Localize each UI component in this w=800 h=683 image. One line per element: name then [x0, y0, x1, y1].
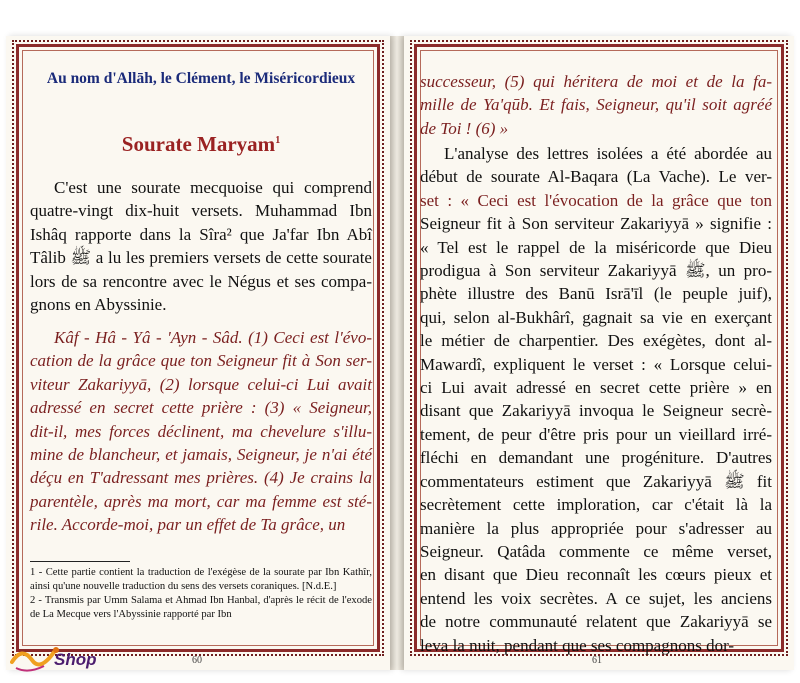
- text-line: ci Lui avait adressé en secret cette prière » en: [420, 378, 772, 398]
- text-line: disant que Zakariyyā invoqua le Seigneur secrè-: [420, 401, 772, 421]
- text-line: set : « Ceci est l'évocation de la grâce que ton: [420, 190, 772, 210]
- verse-line: mine de blancheur, et jamais, Seigneur, je n'ai été: [30, 445, 372, 465]
- text-line: qui, selon al-Bukhârî, gagnait sa vie en exerçant: [420, 307, 772, 327]
- verse-line: dit-il, mes forces déclinent, ma chevelure s'illu-: [30, 421, 372, 441]
- text-line: phète illustre des Banū Isrā'īl (le peuple juif),: [420, 284, 772, 304]
- text-line: en disant que Dieu reconnaît les cœurs pieux et: [420, 565, 772, 585]
- page-number-left: 60: [192, 655, 202, 666]
- verse-line: viteur Zakariyyā, (2) lorsque celui-ci Lui avait: [30, 374, 372, 394]
- text-line: L'analyse des lettres isolées a été abordée au: [444, 144, 772, 163]
- text-line: leva la nuit, pendant que ses compagnons dor-: [420, 635, 735, 655]
- text-line: secrètement cette imploration, car c'était là la: [420, 495, 772, 515]
- right-page: [404, 36, 794, 670]
- verse-line: déçu en T'adressant mes prières. (4) Je crains la: [30, 468, 372, 488]
- verse-line: parentèle, après ma mort, car ma femme est sté-: [30, 491, 372, 511]
- verse-line: rile. Accorde-moi, par un effet de Ta grâce, un: [30, 515, 346, 535]
- text-line: C'est une sourate mecquoise qui comprend: [54, 178, 372, 197]
- text-line: début de sourate Al-Baqara (La Vache). Le ver-: [420, 167, 772, 187]
- verse-line: mille de Ya'qūb. Et fais, Seigneur, qu'il soit agréé: [420, 95, 772, 115]
- footnote-2: 2 - Transmis par Umm Salama et Ahmad Ibn Hanbal, d'après le récit de l'exode de La Mecque vers l'Abyssinie rapporté par Ibn: [30, 595, 372, 620]
- text-line: Seigneur fit à Son serviteur Zakariyyā » signifie :: [420, 214, 772, 234]
- verse-line: successeur, (5) qui héritera de moi et de la fa-: [420, 72, 772, 91]
- intro-paragraph: [30, 176, 372, 316]
- text-line: Seigneur. Qatâda commente ce même verset,: [420, 541, 772, 561]
- logo-text: Shop: [54, 650, 97, 669]
- left-page: [6, 36, 390, 670]
- verse-continuation: [420, 70, 772, 140]
- title-footnote-mark: 1: [275, 135, 281, 146]
- text-line: quatre-vingt dix-huit versets. Muhammad Ibn: [30, 201, 372, 221]
- text-line: commentateurs estiment que Zakariyyā ﷺ fit: [420, 471, 773, 491]
- commentary-paragraph: [420, 142, 772, 657]
- sourate-title: [26, 132, 376, 157]
- shop-logo[interactable]: [10, 642, 128, 678]
- verse-line: de Toi ! (6) »: [420, 118, 509, 138]
- text-line: Ishâq rapporte dans la Sîra² que Ja'far Ibn Abî: [30, 224, 372, 244]
- text-line: manière la plus appropriée pour s'adresser au: [420, 518, 772, 538]
- verse-line: adressé en secret cette prière : (3) « Seigneur,: [30, 398, 372, 418]
- bismillah-heading: Au nom d'Allāh, le Clément, le Miséricordieux: [46, 70, 356, 87]
- verse-paragraph: [30, 326, 372, 537]
- footnote-divider: [30, 561, 130, 562]
- text-line: Mawardî, expliquent le verset : « Lorsque celui-: [420, 354, 772, 374]
- title-text: Sourate Maryam: [121, 132, 276, 156]
- text-line: entend les voix secrètes. A ce sujet, les anciens: [420, 588, 772, 608]
- logo-mark-icon: [10, 642, 60, 676]
- text-line: « Tel est le rappel de la miséricorde que Dieu: [420, 237, 772, 257]
- text-line: fléchi en demandant une progéniture. D'autres: [420, 448, 772, 468]
- verse-line: Kâf - Hâ - Yâ - 'Ayn - Sâd. (1) Ceci est l'évo-: [54, 328, 372, 347]
- text-line: lors de sa rencontre avec le Négus et ses compa-: [30, 271, 372, 291]
- footnote-1: 1 - Cette partie contient la traduction de l'exégèse de la sourate par Ibn Kathîr, ainsi qu'une nouvelle traduction du sens des versets coraniques. [N.d.E.]: [30, 567, 372, 592]
- book-gutter: [390, 36, 404, 670]
- text-line: Tâlib ﷺ a lu les premiers versets de cette sourate: [30, 248, 372, 268]
- text-line: de notre communauté relatent que Zakariyyā se: [420, 612, 772, 632]
- verse-line: cation de la grâce que ton Seigneur fit à Son ser-: [30, 351, 372, 371]
- text-line: le métier de charpentier. Des exégètes, dont al-: [420, 331, 772, 351]
- footnotes: [30, 566, 372, 622]
- text-line: tement, de peur d'être pris pour un vieillard irré-: [420, 424, 772, 444]
- text-line: gnons en Abyssinie.: [30, 295, 167, 315]
- page-number-right: 61: [592, 655, 602, 666]
- text-line: prodigua à Son serviteur Zakariyyā ﷺ, un pro-: [420, 261, 772, 281]
